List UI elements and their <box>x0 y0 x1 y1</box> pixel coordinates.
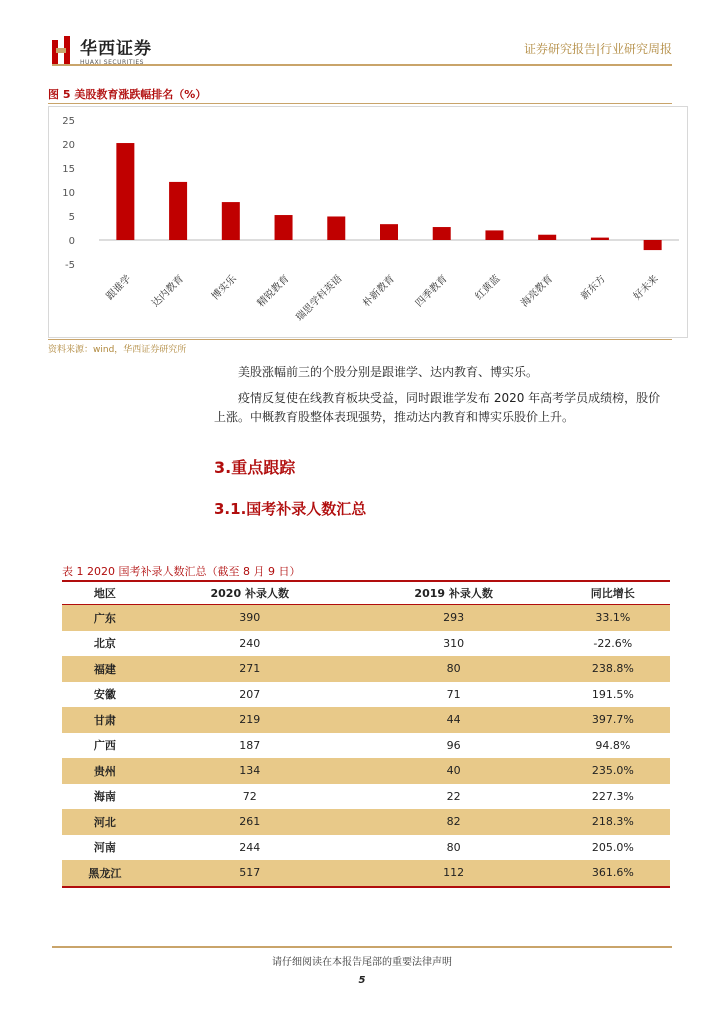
cell-2019: 44 <box>352 707 556 733</box>
bar <box>275 215 293 240</box>
table-row <box>62 656 670 682</box>
cell-region: 河北 <box>62 809 148 835</box>
x-category-label: 四季教育 <box>413 273 450 310</box>
table-row <box>62 835 670 861</box>
cell-region: 安徽 <box>93 688 116 702</box>
cell-2019: 80 <box>446 840 461 854</box>
bar <box>433 227 451 240</box>
table-title: 表 1 2020 国考补录人数汇总（截至 8 月 9 日） <box>62 565 301 578</box>
x-category-label: 跟谁学 <box>104 273 134 303</box>
bar <box>327 216 345 240</box>
paragraph-1: 美股涨幅前三的个股分别是跟谁学、达内教育、博实乐。 <box>238 365 539 379</box>
cell-2020: 244 <box>239 840 261 854</box>
cell-region: 北京 <box>93 637 116 651</box>
y-tick-label: 20 <box>62 140 75 151</box>
report-type: 证券研究报告|行业研究周报 <box>523 42 672 56</box>
figure-top-rule <box>48 103 672 104</box>
footer-disclaimer: 请仔细阅读在本报告尾部的重要法律声明 <box>272 957 452 968</box>
bar <box>591 238 609 240</box>
y-tick-label: -5 <box>65 260 75 271</box>
x-category-label: 新东方 <box>579 273 609 303</box>
brand-logo <box>52 34 152 66</box>
table-header-row <box>62 581 670 605</box>
cell-2020: 207 <box>239 687 261 701</box>
table-row <box>62 809 670 835</box>
cell-yoy: 191.5% <box>591 687 634 701</box>
cell-yoy: 33.1% <box>556 605 670 631</box>
header-yoy: 同比增长 <box>556 581 670 605</box>
footer-divider <box>52 946 672 948</box>
cell-2019: 112 <box>352 860 556 887</box>
cell-yoy: 94.8% <box>595 738 631 752</box>
cell-2020: 271 <box>148 656 352 682</box>
cell-region: 广东 <box>62 605 148 631</box>
cell-2020: 517 <box>148 860 352 887</box>
bar <box>116 143 134 240</box>
cell-2020: 72 <box>242 789 257 803</box>
y-tick-label: 10 <box>62 188 75 199</box>
figure-source: 资料来源：wind，华西证券研究所 <box>48 345 187 355</box>
x-category-label: 博实乐 <box>209 273 239 303</box>
cell-yoy: 227.3% <box>591 789 634 803</box>
cell-region: 贵州 <box>62 758 148 784</box>
table-row <box>62 860 670 887</box>
cell-2019: 310 <box>443 636 465 650</box>
header-2020: 2020 补录人数 <box>148 581 352 605</box>
table-row <box>62 758 670 784</box>
cell-yoy: 361.6% <box>556 860 670 887</box>
cell-region: 广西 <box>93 739 116 753</box>
y-tick-label: 15 <box>62 164 75 175</box>
cell-2019: 71 <box>446 687 461 701</box>
bar <box>644 240 662 250</box>
x-category-label: 海亮教育 <box>519 273 556 310</box>
bar <box>485 230 503 240</box>
x-category-label: 精锐教育 <box>255 273 292 310</box>
table-row <box>62 733 670 759</box>
table-row <box>62 784 670 810</box>
cell-yoy: 218.3% <box>556 809 670 835</box>
cell-2019: 82 <box>352 809 556 835</box>
x-category-label: 达内教育 <box>150 273 187 310</box>
cell-2020: 134 <box>148 758 352 784</box>
cell-2020: 390 <box>148 605 352 631</box>
y-tick-label: 25 <box>62 116 75 127</box>
figure-bottom-rule <box>48 339 672 340</box>
section-heading: 3.重点跟踪 <box>214 458 296 477</box>
cell-2020: 187 <box>239 738 261 752</box>
cell-region: 福建 <box>62 656 148 682</box>
subsection-heading: 3.1.国考补录人数汇总 <box>214 500 367 518</box>
header-2019: 2019 补录人数 <box>352 581 556 605</box>
bar <box>380 224 398 240</box>
cell-2019: 96 <box>446 738 461 752</box>
cell-2019: 22 <box>446 789 461 803</box>
bar <box>538 235 556 240</box>
cell-region: 河南 <box>93 841 116 855</box>
y-tick-label: 5 <box>68 212 75 223</box>
data-table <box>62 580 670 888</box>
x-category-label: 朴新教育 <box>361 273 398 310</box>
cell-yoy: -22.6% <box>593 636 633 650</box>
cell-yoy: 235.0% <box>556 758 670 784</box>
cell-region: 海南 <box>93 790 116 804</box>
cell-yoy: 238.8% <box>556 656 670 682</box>
table-row <box>62 631 670 657</box>
paragraph-2-line-1: 疫情反复使在线教育板块受益，同时跟谁学发布 2020 年高考学员成绩榜，股价 <box>238 391 661 405</box>
x-category-label: 红黄蓝 <box>473 273 503 303</box>
logo-mark-icon <box>52 36 74 64</box>
page-number: 5 <box>358 975 366 986</box>
table-row <box>62 707 670 733</box>
header-divider <box>52 64 672 66</box>
cell-2019: 40 <box>352 758 556 784</box>
cell-2020: 261 <box>148 809 352 835</box>
table-row <box>62 682 670 708</box>
cell-2020: 240 <box>239 636 261 650</box>
cell-yoy: 397.7% <box>556 707 670 733</box>
x-category-label: 好未来 <box>631 273 661 303</box>
logo-name-en: HUAXI SECURITIES <box>80 59 144 66</box>
header-region: 地区 <box>62 581 148 605</box>
cell-yoy: 205.0% <box>591 840 634 854</box>
figure-title: 图 5 美股教育涨跌幅排名（%） <box>48 88 207 101</box>
x-category-label: 瑞思学科英语 <box>294 273 345 324</box>
table-row <box>62 605 670 631</box>
cell-2020: 219 <box>148 707 352 733</box>
cell-2019: 80 <box>352 656 556 682</box>
cell-region: 黑龙江 <box>62 860 148 887</box>
chart-frame <box>48 106 688 338</box>
bar <box>169 182 187 240</box>
y-tick-label: 0 <box>68 236 75 247</box>
logo-name-cn: 华西证券 <box>80 39 152 59</box>
paragraph-2-line-2: 上涨。中概教育股整体表现强势，推动达内教育和博实乐股价上升。 <box>214 410 575 424</box>
bar <box>222 202 240 240</box>
cell-2019: 293 <box>352 605 556 631</box>
bar-chart <box>49 107 687 337</box>
cell-region: 甘肃 <box>62 707 148 733</box>
